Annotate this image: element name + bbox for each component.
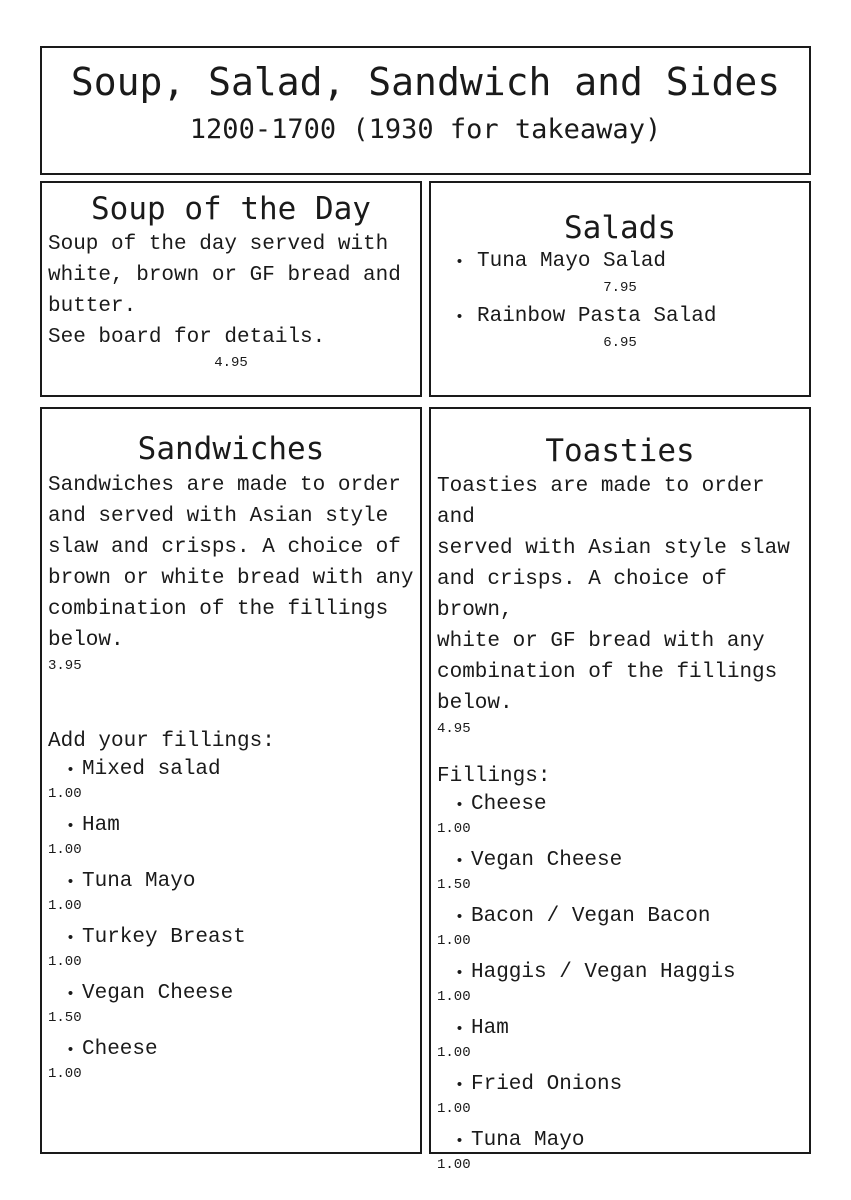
filling-price: 1.00 — [437, 1101, 471, 1117]
soup-section — [40, 181, 422, 397]
sandwiches-section — [40, 407, 422, 1154]
filling-price: 1.00 — [48, 1066, 82, 1082]
toasties-section — [429, 407, 811, 1173]
salad-item: • Rainbow Pasta Salad — [431, 303, 809, 332]
filling-item: • Haggis / Vegan Haggis — [431, 959, 809, 987]
sandwiches-description-line: below. — [48, 629, 124, 652]
soup-description-line: Soup of the day served with — [48, 233, 389, 256]
filling-item: • Ham — [42, 812, 420, 840]
filling-price: 1.00 — [48, 786, 82, 802]
toasties-fillings-list — [431, 791, 809, 1175]
salad-price: 7.95 — [603, 280, 637, 296]
toasties-description-line: and crisps. A choice of brown, — [437, 568, 727, 622]
filling-price: 1.00 — [437, 821, 471, 837]
sandwiches-description-line: slaw and crisps. A choice of — [48, 536, 401, 559]
filling-price: 1.00 — [437, 933, 471, 949]
salad-item: • Tuna Mayo Salad — [431, 248, 809, 277]
salads-section — [429, 181, 811, 397]
menu-header — [40, 46, 811, 175]
filling-price: 1.00 — [48, 954, 82, 970]
menu-title: Soup, Salad, Sandwich and Sides — [70, 60, 781, 104]
filling-price: 1.00 — [48, 842, 82, 858]
toasties-description-line: white or GF bread with any — [437, 630, 765, 653]
filling-item: • Tuna Mayo — [42, 868, 420, 896]
filling-item: • Fried Onions — [431, 1071, 809, 1099]
salads-title: Salads — [564, 210, 676, 246]
menu-hours: 1200-1700 (1930 for takeaway) — [189, 114, 662, 145]
toasties-description-line: below. — [437, 692, 513, 715]
toasties-title: Toasties — [545, 433, 695, 469]
sandwiches-fillings-label: Add your fillings: — [48, 730, 275, 753]
sandwiches-price: 3.95 — [48, 658, 82, 674]
soup-title: Soup of the Day — [91, 191, 371, 227]
filling-item: • Bacon / Vegan Bacon — [431, 903, 809, 931]
salad-price: 6.95 — [603, 335, 637, 351]
filling-item: • Cheese — [431, 791, 809, 819]
filling-item: • Ham — [431, 1015, 809, 1043]
soup-price: 4.95 — [214, 355, 248, 371]
filling-item: • Turkey Breast — [42, 924, 420, 952]
filling-item: • Vegan Cheese — [42, 980, 420, 1008]
filling-item: • Mixed salad — [42, 756, 420, 784]
soup-description-line: white, brown or GF bread and — [48, 264, 401, 287]
toasties-description-line: served with Asian style slaw — [437, 537, 790, 560]
filling-price: 1.50 — [48, 1010, 82, 1026]
toasties-description-line: combination of the fillings — [437, 661, 778, 684]
filling-item: • Cheese — [42, 1036, 420, 1064]
toasties-description-line: Toasties are made to order and — [437, 475, 765, 529]
soup-description-line: butter. — [48, 295, 137, 318]
filling-price: 1.00 — [437, 989, 471, 1005]
filling-item: • Tuna Mayo — [431, 1127, 809, 1155]
filling-price: 1.50 — [437, 877, 471, 893]
sandwiches-description-line: and served with Asian style — [48, 505, 389, 528]
sandwiches-title: Sandwiches — [137, 431, 325, 467]
filling-item: • Vegan Cheese — [431, 847, 809, 875]
sandwiches-description-line: brown or white bread with any — [48, 567, 414, 590]
sandwiches-description-line: Sandwiches are made to order — [48, 474, 401, 497]
filling-price: 1.00 — [437, 1045, 471, 1061]
soup-description-line: See board for details. — [48, 326, 326, 349]
filling-price: 1.00 — [437, 1157, 471, 1173]
toasties-price: 4.95 — [437, 721, 471, 737]
filling-price: 1.00 — [48, 898, 82, 914]
sandwiches-description-line: combination of the fillings — [48, 598, 389, 621]
toasties-fillings-label: Fillings: — [437, 765, 551, 788]
sandwiches-fillings-list — [42, 756, 420, 1084]
